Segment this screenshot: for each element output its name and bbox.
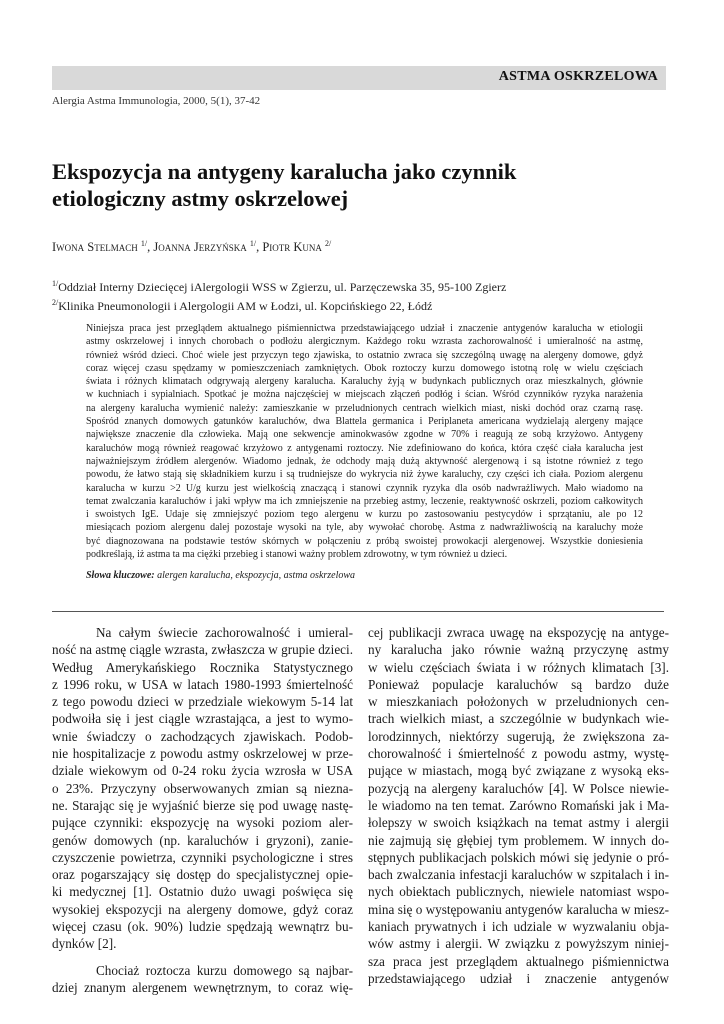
text-line: wysokiej ekspozycji na alergeny domowe, gdyż coraz [52,901,353,917]
text-line: lorodzinnych, niektórzy sugerują, że zwiększona za- [368,728,669,744]
keywords [86,570,355,581]
text-line: trach wielkich miast, a szczególnie w budynkach wie- [368,711,669,727]
text-line: również wśród dzieci. Choć wiele jest przyczyn tego zjawiska, to ostatnio zwraca się szczególną uwagę na alergeny domowe, gdyż [86,349,643,361]
text-line: Ponieważ populacje karaluchów są bardzo duże [368,676,669,692]
text-line: podkreślają, iż astma ta ma ciężki przebieg i stanowi ważny problem zdrowotny, w tym również u dzieci. [86,549,508,561]
text-line: pozycją na alergeny karaluchów [4]. W Polsce niewie- [368,780,669,796]
text-line: przedstawiającego udział i znaczenie antygenów [368,970,669,986]
text-line: największe znaczenie dla człowieka. Mają one sekwencje aminokwasów zgodne w 70% i reagują ze sobą krzyżowo. Antygeny [86,429,643,441]
text-line: w wielu częściach świata i w różnych klimatach [3]. [368,659,669,675]
affiliation-mark: 1/ [52,279,59,288]
text-line: stępnych publikacjach polskich mówi się jedynie o pró- [368,849,669,865]
text-line: dziale wiekowym od 0-24 roku życia wzrosła w USA [52,763,353,779]
text-line: najważniejszym źródłem alergenów. Wiadomo jednak, że odchody mają dużą aktywność alergenową i są istotne również z tego [86,455,643,467]
text-line: oraz pogarszający się dostęp do specjalistycznej opie- [52,867,353,883]
title-line-2: etiologiczny astmy oskrzelowej [52,186,349,211]
author-list: Iwona Stelmach $^{1/}$, Joanna Jerzyńska $^{1/}$, Piotr Kuna $^{2/}$ [52,239,332,254]
text-line: być diagnozowana na podstawie testów skórnych w połączeniu z próbą swoistej prowokacji alergenowej. Wszystkie doniesienia [86,535,643,547]
title-line-1: Ekspozycja na antygeny karalucha jako czynnik [52,159,517,184]
text-line: ny karalucha jako równie ważną przyczynę astmy [368,642,669,658]
text-line: i swoistych IgE. Udaje się zmniejszyć poziom tego alergenu w kurzu po zastosowaniu pestycydów i sprzątaniu, ale po 12 [86,509,643,521]
text-line: karaluchów mogą również reagować krzyżowo z antygenami roztoczy. Nie zdefiniowano do końca, która część ciała karalucha jest [86,442,643,454]
text-line: astmy oskrzelowej i innych chorobach o podłożu alergicznym. Każdego roku wzrasta zachorowalność i umieralność na astmę, [86,336,643,348]
text-line: mina się o występowaniu antygenów karalucha w miesz- [368,901,669,917]
text-line: czyszczenie powietrza, czynniki psychologiczne i stres [52,849,353,865]
author-affiliation-mark: 1/ [249,239,257,248]
text-line: Spośród znanych domowych gatunków karaluchów, dwa Blattela germanica i Periplaneta americana wydzielają alergeny mające [86,416,643,428]
affiliation-text: Klinika Pneumonologii i Alergologii AM w Łodzi, ul. Kopcińskiego 22, Łódź [58,299,433,313]
section-label: ASTMA OSKRZELOWA [498,69,658,84]
text-line: nie hospitalizacje z powodu astmy oskrzelowej w prze- [52,746,353,762]
text-line: w mieszkaniach położonych w przeludnionych cen- [368,694,669,710]
text-line: Według Amerykańskiego Rocznika Statystycznego [52,659,353,675]
text-line: kaniach prywatnych i ich udziale w wyzwalaniu obja- [368,919,669,935]
affiliation-mark: 2/ [52,298,59,307]
text-line: łolepszy w swoich książkach na temat astmy i alergii [368,815,669,831]
text-line: chorowalność i śmiertelność z powodu astmy, wystę- [368,746,669,762]
text-line: powodu, że łatwo stają się składnikiem kurzu i są trudniejsze do wykrycia niż żywe karaluchy, czy części ich ciała. Poziom alergenu [86,469,643,481]
journal-citation: Alergia Astma Immunologia, 2000, 5(1), 37-42 [52,95,261,107]
text-line: miesiącach poziom alergenu dalej pozostaje wysoki na tyle, aby wywołać chorobę. Astma z nadwrażliwością na karaluchy może [86,522,643,534]
text-line: genów domowych (np. karaluchów i gryzoni), zanie- [52,832,353,848]
text-line: Niniejsza praca jest przeglądem aktualnego piśmiennictwa przedstawiającego udział i znaczenie antygenów karalucha w etiologii [86,323,643,334]
text-line: dynków [2]. [52,936,117,952]
text-line: wów astmy i alergii. W związku z powyższym niniej- [368,936,669,952]
text-line: podwoiła się i jest ciągle wzrastająca, a jest to wymo- [52,711,353,727]
divider [52,611,664,612]
article-title [52,158,652,212]
author-affiliation-mark: 2/ [325,239,332,248]
text-line: karalucha w kurzu >2 U/g kurzu jest wielkością znaczącą i stanowi czynnik ryzyka dla osób nadwrażliwych. Mało wiadomo na [86,482,643,494]
text-line: w kuchniach i sypialniach. Spotkać je można najczęściej w miejscach złączeń podłóg i ścian. Wśród czynników ryzyka narażenia [86,389,643,401]
author-affiliation-mark: 1/ [140,239,148,248]
text-line: cej publikacji zwraca uwagę na ekspozycję na antyge- [368,625,669,640]
author-name: Iwona Stelmach [52,240,138,254]
affiliation-2 [52,295,652,314]
abstract [86,322,643,561]
body-column-right [368,624,669,987]
text-line: ne. Starając się je wyjaśnić bierze się pod uwagę nastę- [52,797,353,813]
text-line: coraz więcej czasu spędzamy w pomieszczeniach zamkniętych. Obok roztoczy kurzu domowego istotną rolę w wielu częściach [86,362,643,374]
text-line: dziej znanym alergenem wewnętrznym, to coraz wię- [52,979,353,995]
text-line: o 23%. Przyczyny obserwowanych zmian są niezna- [52,780,353,796]
text-line: temat zwalczania karaluchów i jaki wpływ ma ich zmniejszenie na przebieg astmy, leczenie, reaktywność oskrzeli, poziom całkowitych [86,495,643,507]
text-line: ki medycznej [1]. Ostatnio dużo uwagi poświęca się [52,884,353,900]
affiliation-1 [52,276,652,295]
text-line: ność na astmę ciągle wzrasta, zwłaszcza w grupie dzieci. [52,642,353,658]
keywords-label: Słowa kluczowe: [86,570,155,581]
text-line: nie zajmują się głębiej tym problemem. W innych do- [368,832,669,848]
author-name: Joanna Jerzyńska [153,240,247,254]
paragraph-gap [52,953,353,962]
text-line: wnie świadczy o zachodzących zjawiskach. Podob- [52,728,353,744]
text-line: pujące w miastach, mogą być związane z wysoką eks- [368,763,669,779]
text-line: z 1996 roku, w USA w latach 1980-1993 śmiertelność [52,676,353,692]
section-header-bar [52,66,666,90]
text-line: Na całym świecie zachorowalność i umieral- [96,625,353,640]
text-line: pujące czynniki: ekspozycję na wysoki poziom aler- [52,815,353,831]
affiliations [52,276,652,314]
text-line: na alergeny karalucha wymienić należy: zamieszkanie w przeludnionych centrach wielkich miast, niski dochód oraz czarną rasę. [86,402,643,414]
text-line: sza praca jest przeglądem aktualnego piśmiennictwa [368,953,669,969]
text-line: nych obiektach publicznych, niewiele natomiast wspo- [368,884,669,900]
text-line: bach zwalczania infestacji karaluchów w szpitalach i in- [368,867,669,883]
text-line: świata i różnych klimatach odgrywają alergeny karalucha. Karaluchy żyją w budynkach publicznych oraz mieszkalnych, głównie [86,376,643,388]
affiliation-text: Oddział Interny Dziecięcej iAlergologii WSS w Zgierzu, ul. Parzęczewska 35, 95-100 Zgierz [58,280,507,294]
keywords-text: alergen karalucha, ekspozycja, astma oskrzelowa [157,570,356,581]
text-line: z tego powodu dzieci w przedziale wiekowym 5-14 lat [52,694,353,710]
author-name: Piotr Kuna [262,240,322,254]
text-line: więcej czasu (ok. 90%) ludzie spędzają wewnątrz bu- [52,919,353,935]
text-line: le wiadomo na ten temat. Zarówno Romański jak i Ma- [368,797,669,813]
body-column-left [52,624,353,996]
text-line: Chociaż roztocza kurzu domowego są najbar- [96,962,353,978]
